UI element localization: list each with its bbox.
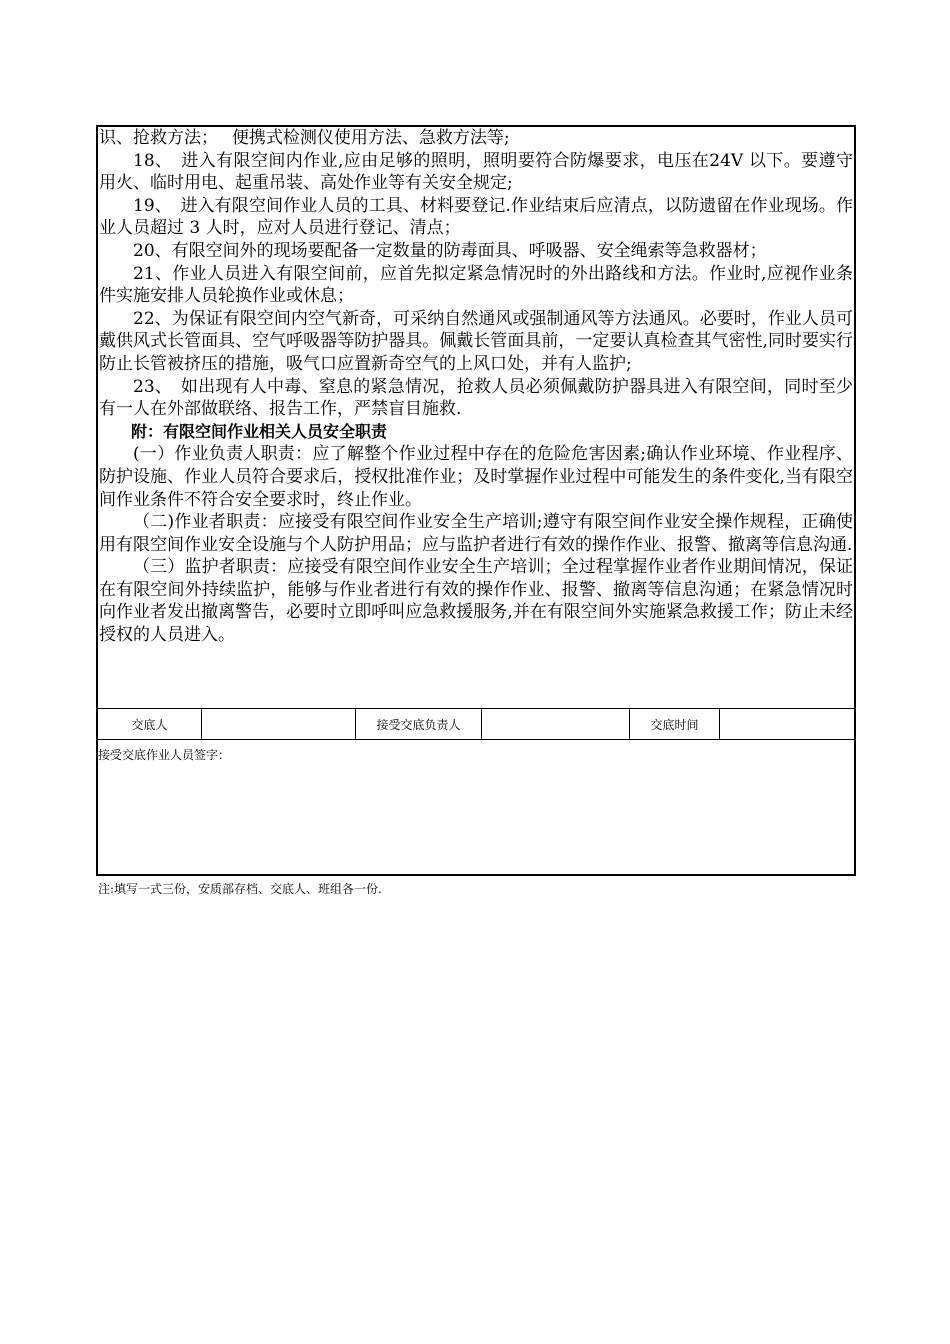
handover-time-label: 交底时间 [630, 709, 720, 739]
paragraph-continued: 识、抢救方法； 便携式检测仪使用方法、急救方法等; [99, 128, 510, 148]
paragraph-21: 21、作业人员进入有限空间前，应首先拟定紧急情况时的外出路线和方法。作业时,应视作业条件实施安排人员轮换作业或休息； [99, 263, 853, 307]
receiver-lead-label: 接受交底负责人 [356, 709, 482, 739]
duty-worker: （二)作业者职责：应接受有限空间作业安全生产培训;遵守有限空间作业安全操作规程，正确使用有限空间作业安全设施与个人防护用品；应与监护者进行有效的操作作业、报警、撤离等信息沟通. [99, 512, 853, 555]
paragraph-19: 19、 进入有限空间作业人员的工具、材料要登记.作业结束后应清点，以防遗留在作业现场。作业人员超过 3 人时，应对人员进行登记、清点； [99, 195, 853, 239]
duty-monitor: （三）监护者职责：应接受有限空间作业安全生产培训；全过程掌握作业者作业期间情况，保证在有限空间外持续监护，能够与作业者进行有效的操作作业、报警、撤离等信息沟通；在紧急情况时向作业者发出撤离警告，必要时立即呼叫应急救援服务,并在有限空间外实施紧急救援工作；防止未经授权的人员进入。 [99, 557, 853, 646]
appendix-heading: 附：有限空间作业相关人员安全职责 [131, 421, 388, 441]
signature-row [98, 709, 854, 740]
safety-requirements-text [98, 127, 854, 709]
footnote: 注:填写一式三份，安质部存档、交底人、班组各一份. [98, 882, 382, 896]
paragraph-18: 18、 进入有限空间内作业,应由足够的照明，照明要符合防爆要求，电压在24V 以下。要遵守用火、临时用电、起重吊装、高处作业等有关安全规定; [99, 150, 853, 194]
worker-signature-area[interactable] [98, 740, 854, 874]
worker-signature-label: 接受交底作业人员签字： [98, 748, 231, 762]
handover-person-label: 交底人 [98, 709, 202, 739]
handover-person-field[interactable] [202, 709, 356, 739]
paragraph-23: 23、 如出现有人中毒、窒息的紧急情况，抢救人员必须佩戴防护器具进入有限空间，同时至少有一人在外部做联络、报告工作，严禁盲目施救. [99, 376, 853, 420]
duty-supervisor-lead: (一）作业负责人职责：应了解整个作业过程中存在的危险危害因素;确认作业环境、作业程序、防护设施、作业人员符合要求后，授权批准作业；及时掌握作业过程中可能发生的条件变化,当有限空间作业条件不符合安全要求时，终止作业。 [99, 444, 853, 510]
receiver-lead-field[interactable] [482, 709, 630, 739]
paragraph-20: 20、有限空间外的现场要配备一定数量的防毒面具、呼吸器、安全绳索等急救器材； [133, 240, 767, 261]
handover-time-field[interactable] [720, 709, 854, 739]
paragraph-22: 22、为保证有限空间内空气新奇，可采纳自然通风或强制通风等方法通风。必要时，作业人员可戴供风式长管面具、空气呼吸器等防护器具。佩戴长管面具前，一定要认真检查其气密性,同时要实行防止长管被挤压的措施，吸气口应置新奇空气的上风口处，并有人监护; [99, 308, 853, 374]
handover-form [96, 125, 856, 876]
